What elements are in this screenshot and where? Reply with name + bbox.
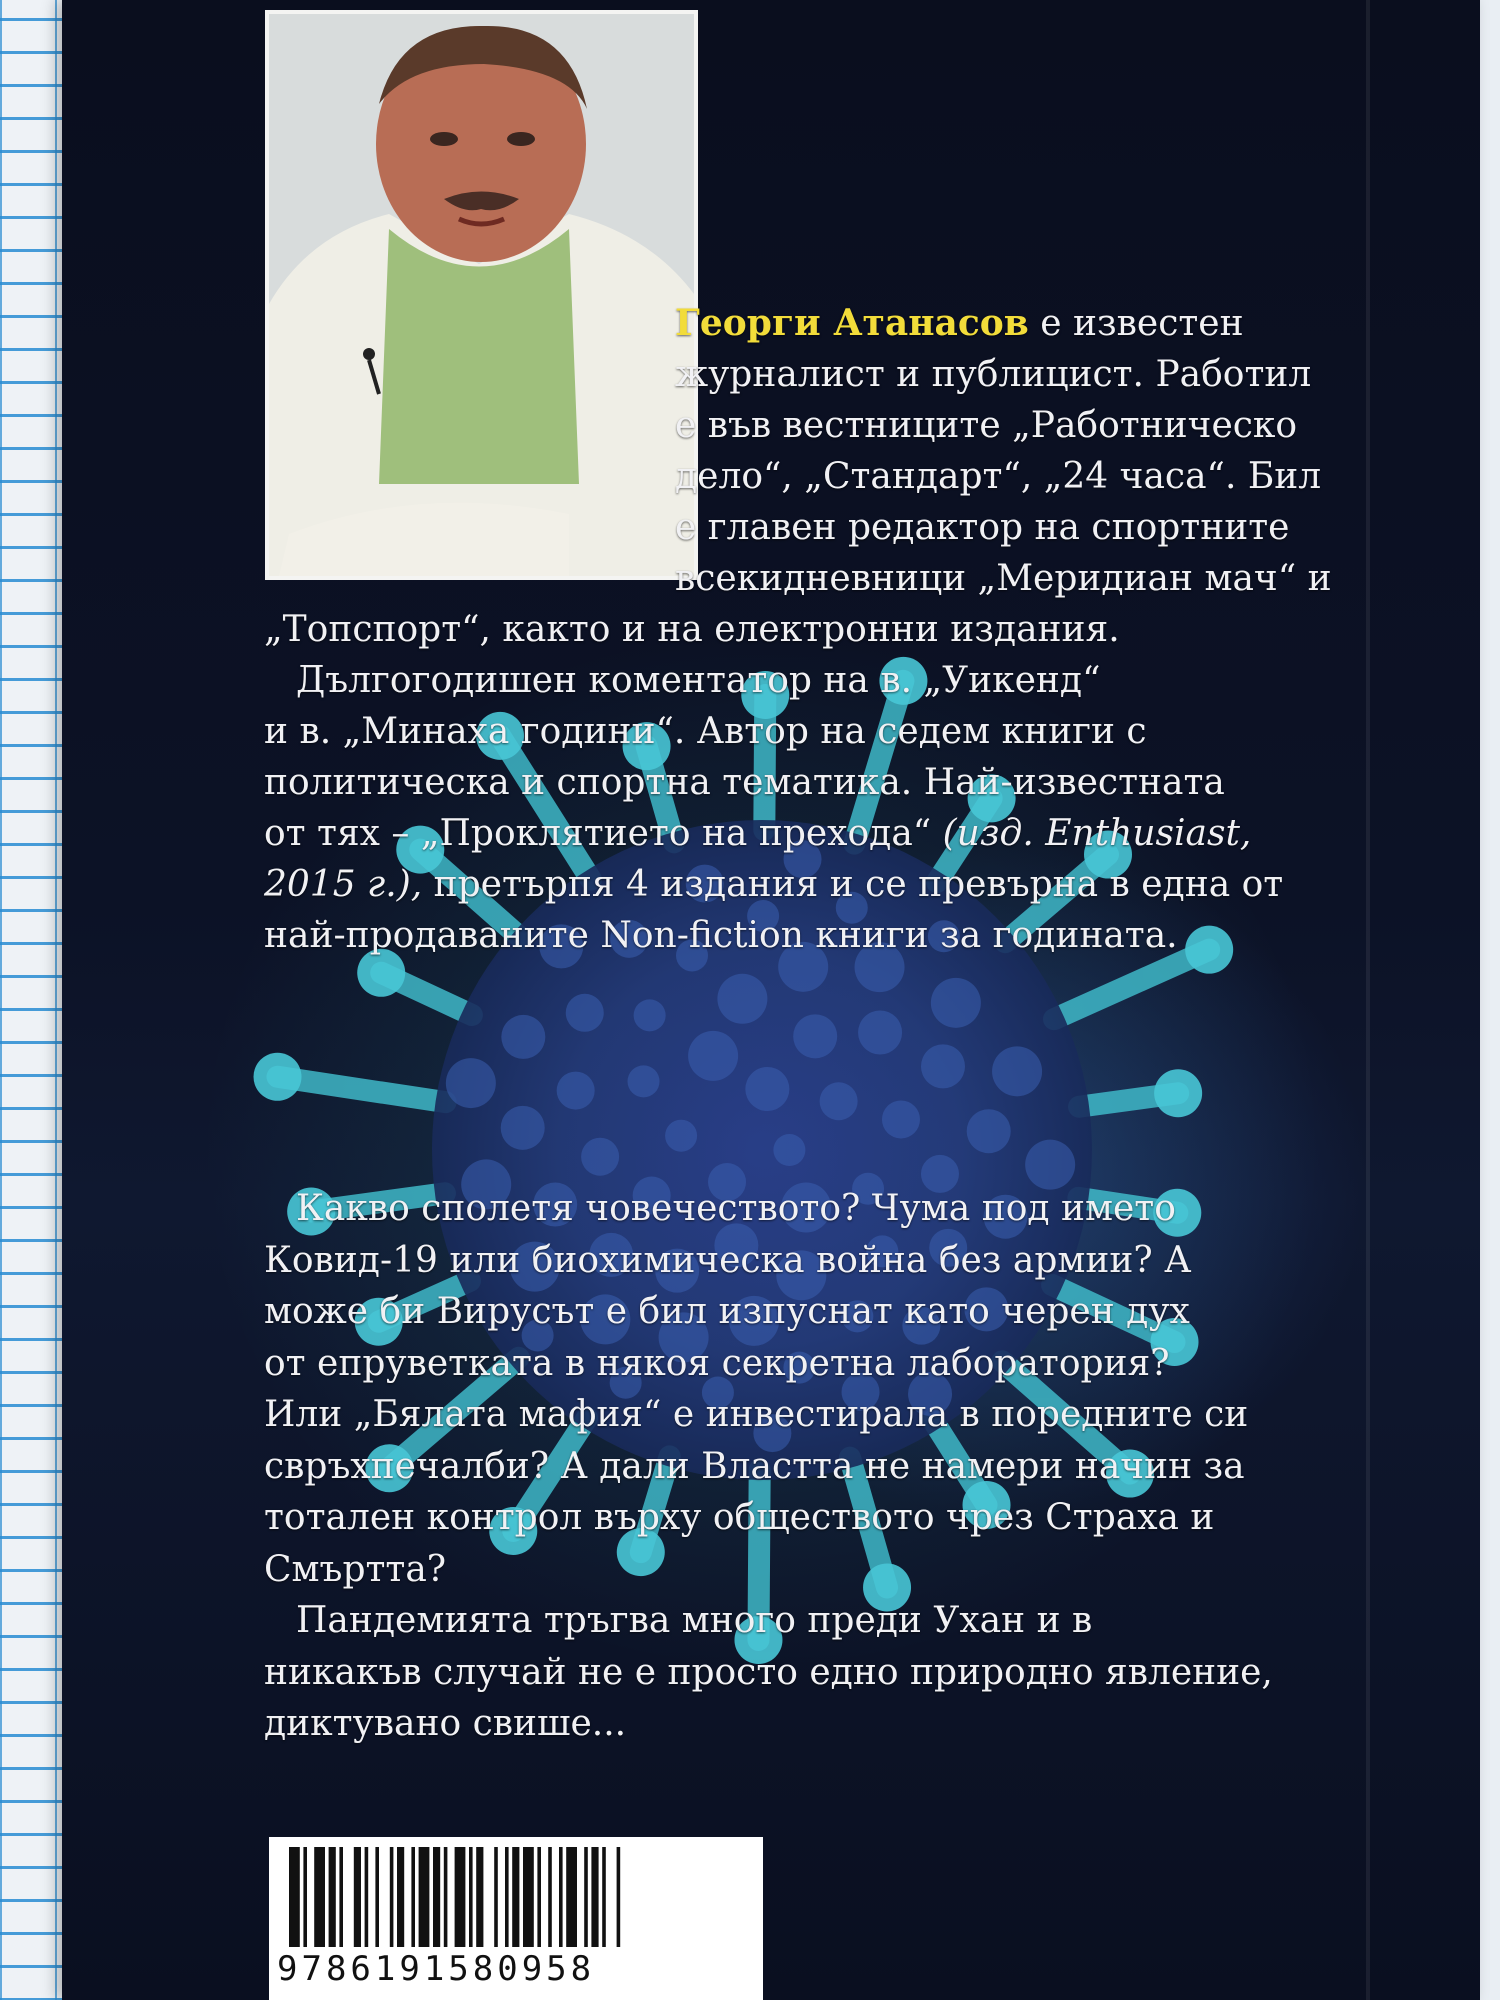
book-back-cover [62,0,1480,2000]
virus-surface-bump [557,1072,595,1110]
barcode-bar [617,1847,621,1947]
barcode-bar [390,1847,394,1947]
virus-surface-bump [688,1031,738,1081]
barcode-bar [537,1847,541,1947]
virus-surface-bump [858,1010,902,1054]
barcode-bar [365,1847,369,1947]
publisher-year: 2015 г.), [264,864,423,905]
blurb-line: никакъв случай не е просто едно природно явление, [264,1651,1273,1693]
virus-surface-bump [665,1120,697,1152]
virus-surface-bump [501,1015,545,1059]
virus-spike-head [1154,1069,1202,1117]
barcode-bar [455,1847,466,1947]
barcode-bar [548,1847,552,1947]
author-name: Георги Атанасов [675,302,1029,344]
barcode-bar [584,1847,588,1947]
virus-surface-bump [446,1058,496,1108]
barcode-bar [397,1847,404,1947]
barcode-bar [559,1847,563,1947]
bio-line: политическа и спортна тематика. Най-известната [264,762,1225,803]
barcode-bar [512,1847,519,1947]
blurb-line: от епруветката в някоя секретна лаборатория? [264,1342,1170,1384]
virus-surface-bump [921,1044,965,1088]
author-photo-image [269,14,694,576]
bio-line: дело“, „Стандарт“, „24 часа“. Бил [675,456,1322,497]
publisher-note: (изд. Enthusiast, [942,813,1252,854]
virus-surface-bump [745,1067,789,1111]
virus-surface-bump [566,994,604,1032]
barcode-bar [494,1847,498,1947]
barcode-bars [289,1847,749,1947]
blurb-line: Ковид-19 или биохимическа война без армии? А [264,1239,1192,1281]
graph-paper-background [0,0,70,2000]
virus-surface-bump [967,1109,1011,1153]
bio-line: най-продаваните Non-fiction книги за годината. [264,915,1178,956]
bio-line: журналист и публицист. Работил [675,354,1312,395]
virus-surface-bump [820,1082,858,1120]
author-bio-intro [675,298,1465,604]
barcode-bar [419,1847,430,1947]
virus-surface-bump [628,1065,660,1097]
virus-surface-bump [501,1106,545,1150]
isbn-number: 9786191580958 [277,1949,596,1989]
bio-line: претърпя 4 издания и се превърна в една от [422,864,1284,905]
barcode-bar [591,1847,598,1947]
portrait-illustration [269,14,694,576]
blurb-line: може би Вирусът е бил изпуснат като черен дух [264,1291,1190,1332]
bio-line: „Топспорт“, както и на електронни издания. [264,609,1120,650]
bio-line: Дългогодишен коментатор на в. „Уикенд“ [296,660,1101,701]
blurb-line: Какво сполетя човечеството? Чума под името [296,1188,1176,1229]
virus-surface-bump [581,1138,619,1176]
barcode-bar [314,1847,325,1947]
blurb-line: Смъртта? [264,1548,447,1590]
isbn-barcode [269,1837,763,2000]
bio-line: от тях – „Проклятието на прехода“ [264,813,943,854]
barcode-bar [444,1847,448,1947]
blurb-line: Или „Бялата мафия“ е инвестирала в поредните си [264,1394,1249,1435]
barcode-bar [289,1847,300,1947]
bio-line: всекидневници „Меридиан мач“ и [675,558,1332,599]
virus-surface-bump [931,978,981,1028]
barcode-bar [469,1847,473,1947]
barcode-bar [476,1847,483,1947]
bio-line: е известен [1028,303,1244,344]
virus-surface-bump [793,1014,837,1058]
barcode-bar [339,1847,343,1947]
virus-surface-bump [882,1100,920,1138]
barcode-bar [411,1847,415,1947]
virus-surface-bump [634,999,666,1031]
blurb-line: диктувано свише... [264,1703,627,1744]
barcode-bar [523,1847,534,1947]
blurb-line: тотален контрол върху обществото чрез Страха и [264,1497,1215,1538]
bio-line: и в. „Минаха години“. Автор на седем книги с [264,711,1147,752]
barcode-bar [375,1847,379,1947]
virus-surface-bump [992,1046,1042,1096]
barcode-bar [566,1847,577,1947]
barcode-bar [354,1847,361,1947]
barcode-bar [329,1847,336,1947]
barcode-bar [505,1847,509,1947]
barcode-bar [303,1847,307,1947]
blurb-line: свръхпечалби? А дали Властта не намери начин за [264,1445,1245,1487]
bio-line: е във вестниците „Работническо [675,405,1298,446]
blurb-line: Пандемията тръгва много преди Ухан и в [296,1600,1093,1641]
book-blurb [264,1183,1444,1750]
barcode-bar [433,1847,440,1947]
virus-spike-head [254,1053,302,1101]
author-photo [265,10,698,580]
barcode-bar [602,1847,606,1947]
virus-surface-bump [717,974,767,1024]
author-bio-continued [264,604,1474,961]
virus-surface-bump [773,1134,805,1166]
bio-line: е главен редактор на спортните [675,507,1290,548]
